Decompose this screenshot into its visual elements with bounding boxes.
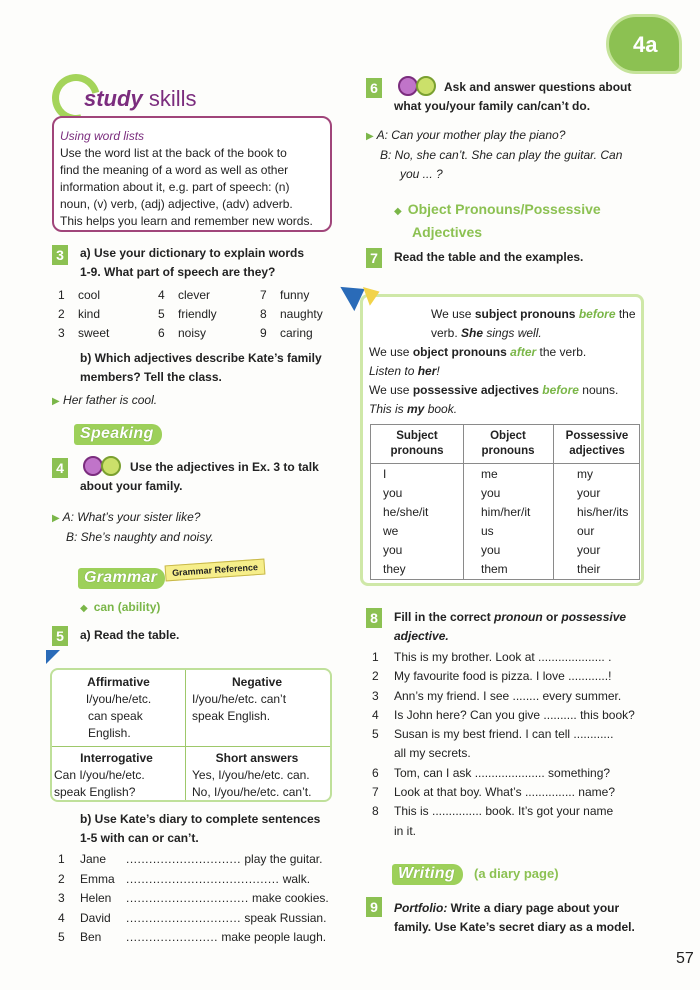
table-cell: you <box>383 543 403 557</box>
list-item: 5 Susan is my best friend. I can tell ............ <box>372 727 614 742</box>
negative-line: I/you/he/etc. can’t <box>192 692 287 706</box>
ex3-example-text: Her father is cool. <box>63 393 158 407</box>
word: noisy <box>178 326 207 340</box>
dialog-a: A: What’s your sister like? <box>62 510 201 524</box>
list-item: 5 Ben ........................ make people laugh. <box>58 930 327 944</box>
list-item: 4 David .............................. speak Russian. <box>58 910 327 925</box>
interrogative-header: Interrogative <box>80 751 153 765</box>
word: sweet <box>78 326 110 340</box>
affirmative-line: English. <box>88 726 131 740</box>
ex6-line1: Ask and answer questions about <box>444 80 632 94</box>
dialog-b: B: She’s naughty and noisy. <box>66 530 214 544</box>
box-line: find the meaning of a word as well as other <box>60 163 289 177</box>
grammar-topic <box>80 600 160 614</box>
word: friendly <box>178 307 217 321</box>
list-item: 2 Emma ........................................ walk. <box>58 871 311 886</box>
ex5-b-line1: b) Use Kate’s diary to complete sentences <box>80 812 321 826</box>
dialog-b: B: No, she can’t. She can play the guitar. Can <box>380 148 623 162</box>
list-item: in it. <box>394 823 417 838</box>
table-cell: us <box>481 524 494 538</box>
list-item: 7 Look at that boy. What’s ............... name? <box>372 785 615 800</box>
possessive-adjectives-header: Possessive adjectives <box>565 430 629 457</box>
table-cell: my <box>577 467 593 481</box>
ex7-instruction: Read the table and the examples. <box>394 250 584 264</box>
word-number: 4 <box>158 288 165 302</box>
table-cell: you <box>481 543 501 557</box>
ex5-b-line2: 1-5 with can or can’t. <box>80 831 199 845</box>
heading-line: Object Pronouns/Possessive <box>407 201 601 217</box>
table-cell: me <box>481 467 498 481</box>
list-item: 3 Helen ................................ make cookies. <box>58 891 329 905</box>
list-item: 4 Is John here? Can you give .......... this book? <box>372 707 635 722</box>
word: kind <box>78 307 101 321</box>
ex3-b-instruction <box>80 349 322 387</box>
ex4-line1: Use the adjectives in Ex. 3 to talk <box>130 460 319 474</box>
can-table <box>50 668 332 802</box>
box-line: Use the word list at the back of the book to <box>60 146 287 160</box>
list-item: 8 This is ............... book. It’s got your name <box>372 804 614 819</box>
ex4-instruction <box>80 458 340 496</box>
interrogative-line: Can I/you/he/etc. <box>54 768 145 782</box>
ex4-line2: about your family. <box>80 479 183 493</box>
play-arrow-icon: ▶ <box>366 131 374 142</box>
dialog-a: A: Can your mother play the piano? <box>376 128 566 142</box>
study-skills-heading <box>84 86 196 112</box>
ex3-a-line1: a) Use your dictionary to explain words <box>80 246 305 260</box>
corner-triangle-decoration <box>46 650 60 664</box>
exercise-number: 5 <box>52 626 68 646</box>
table-cell: his/her/its <box>577 505 629 519</box>
affirmative-line: can speak <box>88 709 143 723</box>
table-cell: them <box>481 562 508 576</box>
page-number: 57 <box>676 950 694 967</box>
ex8-instruction: Fill in the correct pronoun or possessive adjective. <box>394 610 627 643</box>
table-cell: him/her/it <box>481 505 531 519</box>
word-number: 2 <box>58 307 65 321</box>
word: caring <box>280 326 313 340</box>
word-number: 7 <box>260 288 267 302</box>
diamond-icon: ◆ <box>80 603 88 614</box>
study-word: study <box>84 86 143 111</box>
table-cell: your <box>577 543 601 557</box>
table-cell: I <box>383 467 387 481</box>
word-number: 1 <box>58 288 65 302</box>
table-cell: you <box>481 486 501 500</box>
list-item: 6 Tom, can I ask ..................... something? <box>372 765 611 780</box>
ex3-a-line2: 1-9. What part of speech are they? <box>80 265 276 279</box>
grammar-topic-text: can (ability) <box>93 600 161 614</box>
table-cell: they <box>383 562 406 576</box>
table-cell: their <box>577 562 601 576</box>
ex5-b-instruction <box>80 810 320 848</box>
exercise-number: 3 <box>52 245 68 265</box>
unit-badge-label: 4a <box>633 32 658 57</box>
word-number: 6 <box>158 326 165 340</box>
ex3-instruction <box>80 244 304 282</box>
play-arrow-icon: ▶ <box>52 396 60 407</box>
box-line: information about it, e.g. part of speech: (n) <box>60 180 290 194</box>
short-answer-line: Yes, I/you/he/etc. can. <box>192 768 310 782</box>
word: clever <box>178 288 211 302</box>
ex6-dialog <box>366 126 622 184</box>
word-number: 9 <box>260 326 267 340</box>
exercise-number: 6 <box>366 78 382 98</box>
unit-badge <box>606 14 682 74</box>
ex3-example <box>52 393 157 407</box>
word: naughty <box>280 307 323 321</box>
box-line: This helps you learn and remember new words. <box>60 214 313 228</box>
list-item: 3 Ann’s my friend. I see ........ every summer. <box>372 688 622 703</box>
negative-line: speak English. <box>192 709 271 723</box>
writing-banner: Writing <box>392 864 463 885</box>
list-item: 1 Jane .............................. play the guitar. <box>58 852 323 866</box>
exercise-number: 4 <box>52 458 68 478</box>
grammar-rules: We use subject pronouns before the verb. She sings well. We use object pronouns after the verb. Listen to her! We use possessive adjectives before nouns. This is my book. <box>369 307 636 416</box>
list-item: all my secrets. <box>394 746 471 761</box>
exercise-number: 9 <box>366 897 382 917</box>
table-cell: you <box>383 486 403 500</box>
ex9-instruction: Portfolio: Write a diary page about your family. Use Kate’s secret diary as a model. <box>394 901 635 934</box>
ex6-line2: what you/your family can/can’t do. <box>394 99 591 113</box>
grammar-banner: Grammar <box>78 568 165 589</box>
exercise-number: 7 <box>366 248 382 268</box>
negative-header: Negative <box>231 675 283 689</box>
word-number: 8 <box>260 307 267 321</box>
subject-pronouns-header: Subject pronouns <box>390 430 444 457</box>
object-pronouns-heading <box>394 199 601 242</box>
short-answers-header: Short answers <box>215 751 299 765</box>
box-line: noun, (v) verb, (adj) adjective, (adv) adverb. <box>60 197 293 211</box>
box-title: Using word lists <box>60 129 145 143</box>
ex3-b-line1: b) Which adjectives describe Kate’s family <box>80 351 322 365</box>
dialog-b: you ... ? <box>400 167 443 181</box>
affirmative-line: I/you/he/etc. <box>85 692 152 706</box>
ex5-a-instruction: a) Read the table. <box>80 628 180 642</box>
diamond-icon: ◆ <box>394 206 402 217</box>
table-cell: we <box>383 524 399 538</box>
word-number: 5 <box>158 307 165 321</box>
pronouns-table <box>370 424 640 580</box>
list-item: 1 This is my brother. Look at .................... . <box>372 650 612 664</box>
word-number: 3 <box>58 326 65 340</box>
skills-word: skills <box>148 86 197 111</box>
ex3-word-list <box>58 287 348 342</box>
heading-line: Adjectives <box>412 224 483 240</box>
list-item: 2 My favourite food is pizza. I love ............! <box>372 669 612 684</box>
table-cell: he/she/it <box>383 505 429 519</box>
ex8-sentences <box>372 648 662 841</box>
interrogative-line: speak English? <box>54 785 136 799</box>
play-arrow-icon: ▶ <box>52 513 60 524</box>
ex5-sentences <box>58 850 329 948</box>
speaking-banner: Speaking <box>74 424 162 445</box>
ex6-instruction <box>394 78 631 116</box>
study-skills-box <box>52 116 332 232</box>
word: funny <box>280 288 310 302</box>
affirmative-header: Affirmative <box>87 675 150 689</box>
table-cell: your <box>577 486 601 500</box>
grammar-reference-tag[interactable]: Grammar Reference <box>165 559 266 582</box>
table-cell: our <box>577 524 595 538</box>
ex4-dialog <box>52 508 214 547</box>
exercise-number: 8 <box>366 608 382 628</box>
writing-topic: (a diary page) <box>474 866 559 881</box>
word: cool <box>78 288 101 302</box>
ex3-b-line2: members? Tell the class. <box>80 370 222 384</box>
object-pronouns-header: Object pronouns <box>481 430 535 457</box>
short-answer-line: No, I/you/he/etc. can’t. <box>192 785 312 799</box>
